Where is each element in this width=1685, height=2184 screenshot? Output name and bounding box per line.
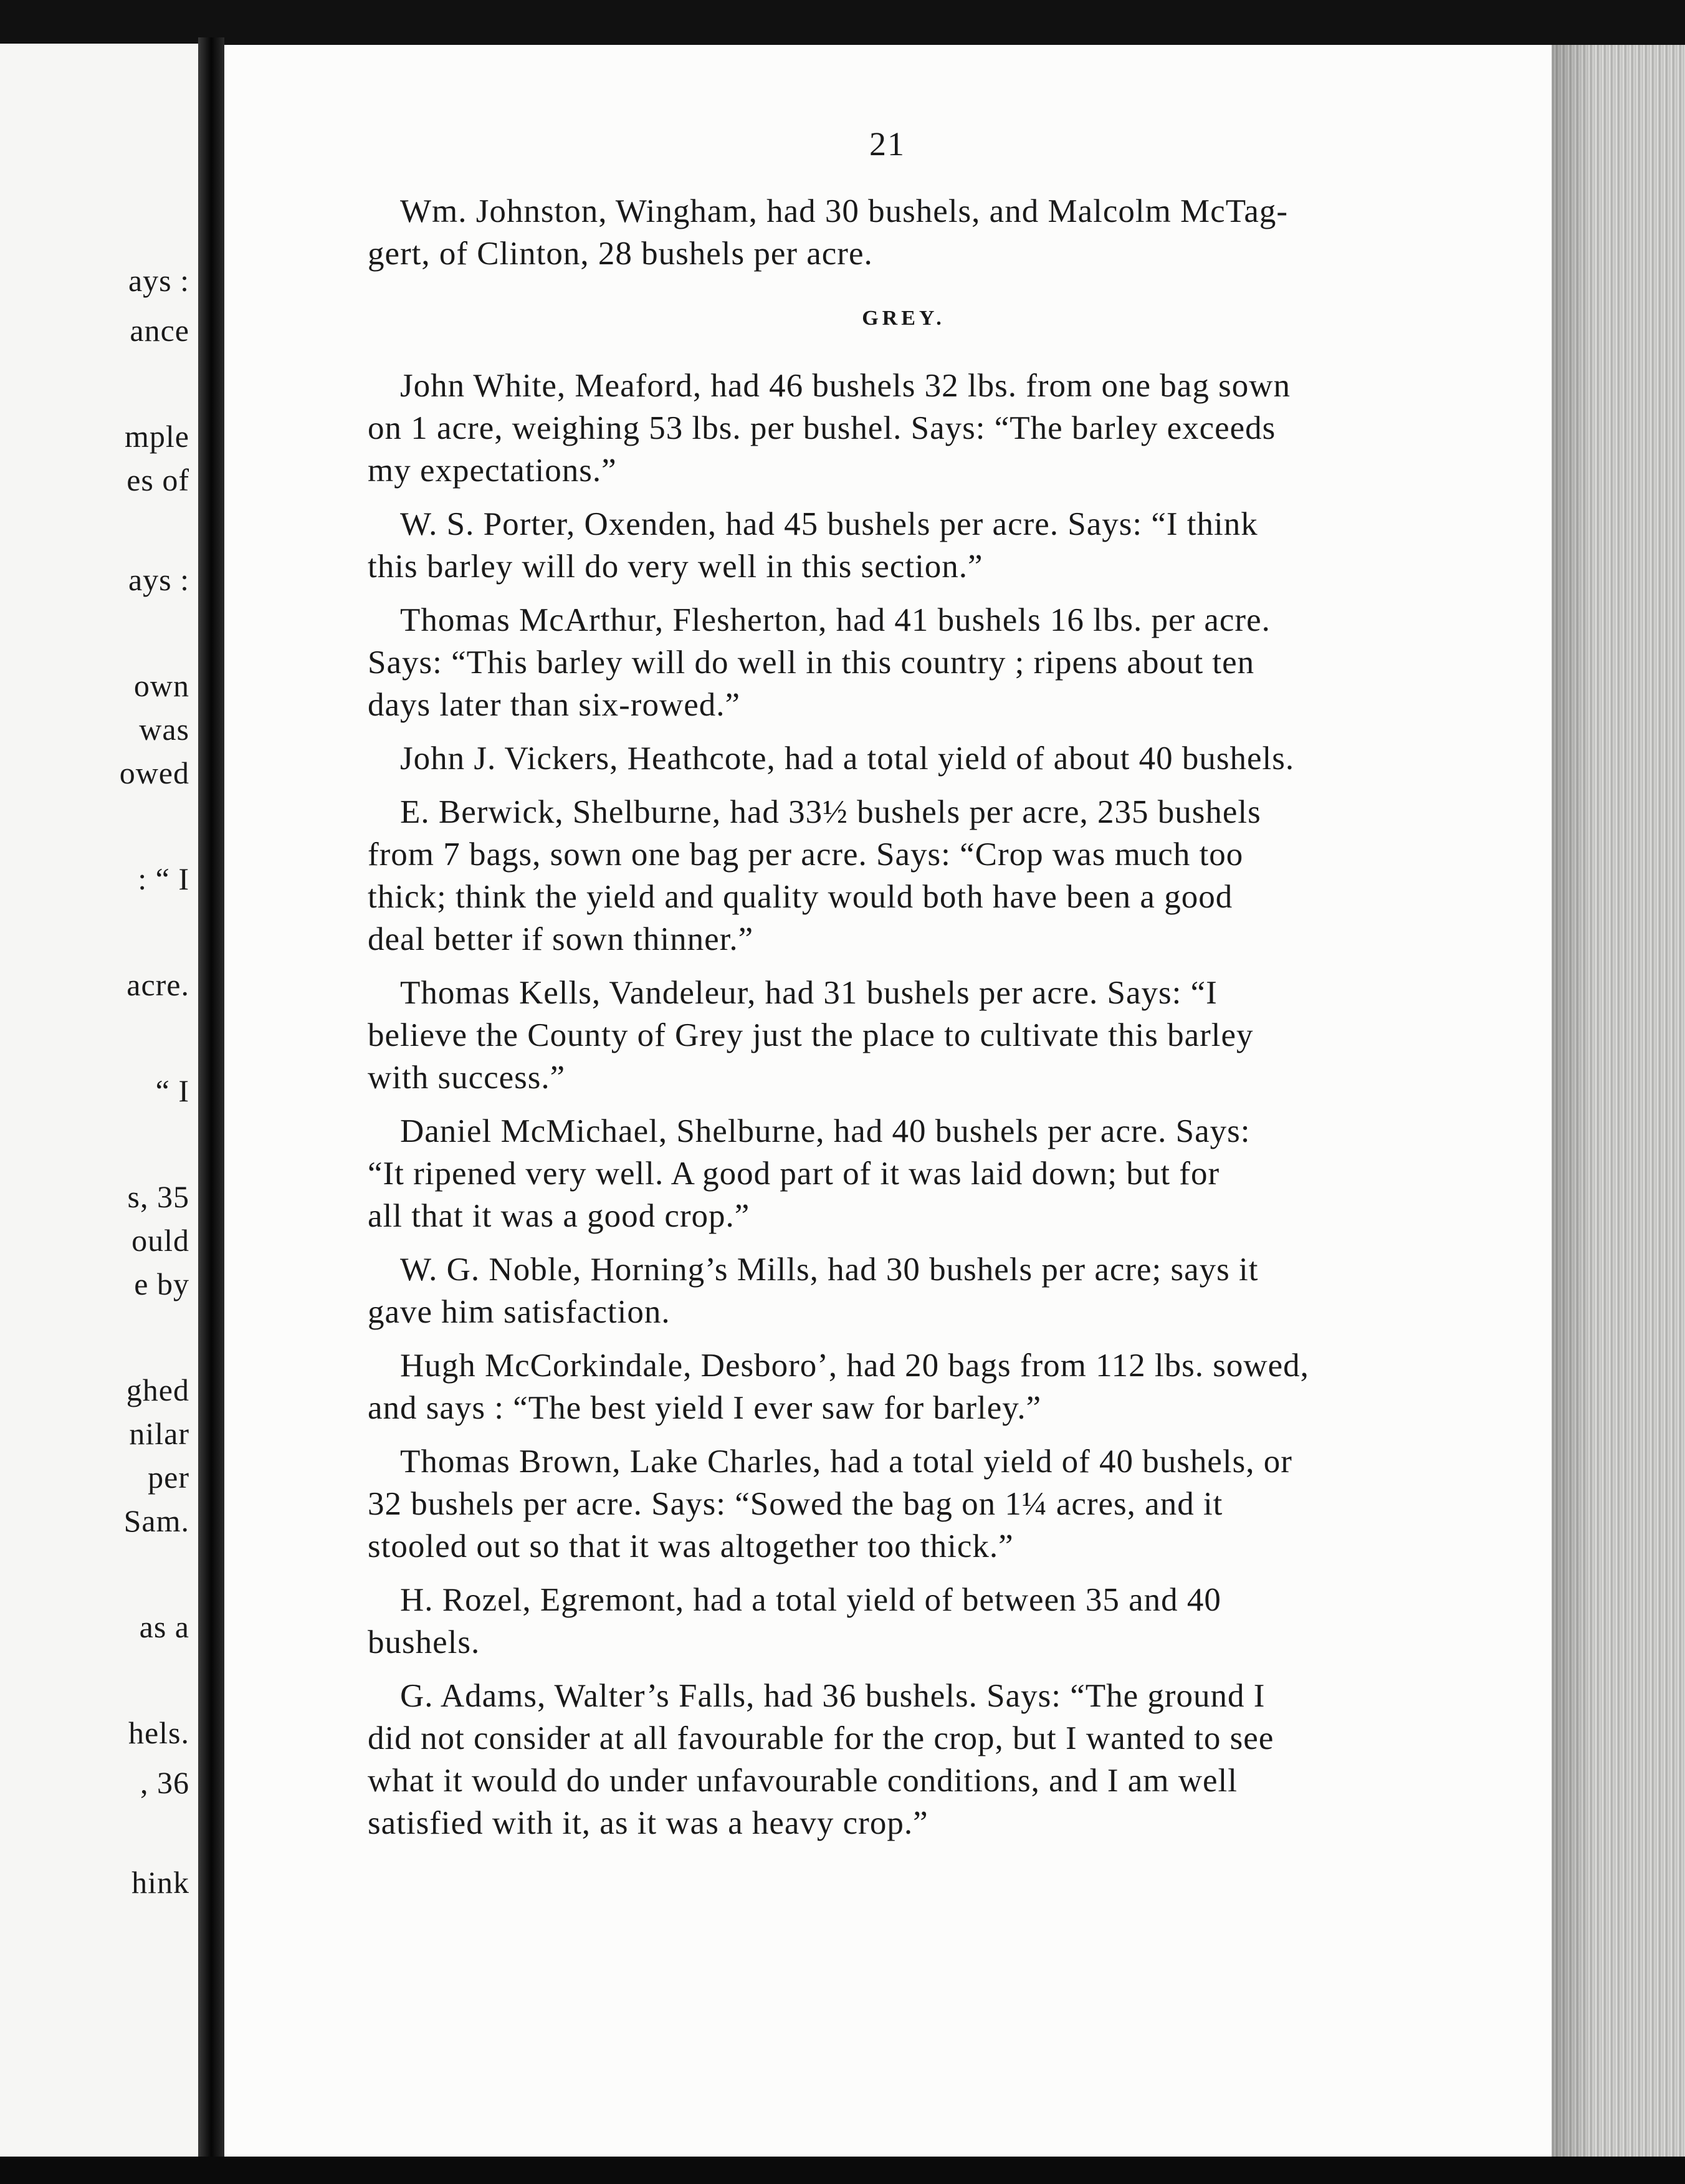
page-body <box>368 190 1439 1856</box>
left-page-text-fragment: mple <box>125 419 189 454</box>
text-line: gave him satisfaction. <box>368 1294 671 1330</box>
left-page-text-fragment: ays : <box>128 562 189 597</box>
text-line: and says : “The best yield I ever saw for barley.” <box>368 1390 1042 1426</box>
left-page-text-fragment: es of <box>126 462 189 497</box>
book-gutter <box>198 37 224 2163</box>
text-line: Daniel McMichael, Shelburne, had 40 bushels per acre. Says: <box>400 1113 1251 1149</box>
entry-paragraph <box>368 972 1439 1099</box>
entry-paragraph <box>368 599 1439 726</box>
left-page-text-fragment: , 36 <box>140 1765 189 1800</box>
entry-paragraph <box>368 1344 1439 1429</box>
text-line: did not consider at all favourable for the crop, but I wanted to see <box>368 1720 1274 1756</box>
text-line: G. Adams, Walter’s Falls, had 36 bushels. Says: “The ground I <box>400 1678 1266 1714</box>
left-page-text-fragment: ays : <box>128 263 189 298</box>
left-page-text-fragment: per <box>148 1460 189 1495</box>
page-edge-shadow <box>1552 45 1595 2157</box>
text-line: W. S. Porter, Oxenden, had 45 bushels per acre. Says: “I think <box>400 506 1258 542</box>
left-page-text-fragment: owed <box>119 755 189 790</box>
intro-paragraph <box>368 190 1439 275</box>
entry-paragraph <box>368 737 1439 780</box>
text-line: Thomas McArthur, Flesherton, had 41 bushels 16 lbs. per acre. <box>400 602 1271 638</box>
left-page-text-fragment: nilar <box>129 1416 189 1451</box>
left-page-text-fragment: acre. <box>126 967 189 1002</box>
entry-paragraph <box>368 365 1439 492</box>
page-number: 21 <box>869 125 905 163</box>
left-page-text-fragment: : “ I <box>138 861 189 896</box>
left-page-text-fragment: own <box>133 668 189 703</box>
left-page-text-fragment: s, 35 <box>127 1179 189 1214</box>
text-line: 32 bushels per acre. Says: “Sowed the bag on 1¼ acres, and it <box>368 1486 1223 1522</box>
text-line: Hugh McCorkindale, Desboro’, had 20 bags from 112 lbs. sowed, <box>400 1348 1309 1384</box>
text-line: H. Rozel, Egremont, had a total yield of between 35 and 40 <box>400 1582 1221 1618</box>
text-line: my expectations.” <box>368 453 617 489</box>
entry-paragraph <box>368 1579 1439 1664</box>
entry-paragraph <box>368 791 1439 960</box>
text-line: stooled out so that it was altogether too thick.” <box>368 1528 1014 1564</box>
text-line: with success.” <box>368 1060 566 1096</box>
text-line: John White, Meaford, had 46 bushels 32 lbs. from one bag sown <box>400 368 1291 404</box>
left-page-text-fragment: “ I <box>155 1073 189 1108</box>
entry-paragraph <box>368 1675 1439 1844</box>
section-heading: GREY. <box>862 307 945 330</box>
text-line: Thomas Kells, Vandeleur, had 31 bushels per acre. Says: “I <box>400 975 1218 1011</box>
scan-border-bottom <box>0 2157 1685 2184</box>
entry-paragraph <box>368 1440 1439 1568</box>
text-line: bushels. <box>368 1624 480 1660</box>
entry-paragraph <box>368 1110 1439 1237</box>
text-line: “It ripened very well. A good part of it was laid down; but for <box>368 1156 1220 1192</box>
left-facing-page <box>0 44 198 2157</box>
left-page-text-fragment: as a <box>139 1609 189 1644</box>
left-page-text-fragment: hink <box>131 1865 189 1900</box>
text-line: Says: “This barley will do well in this country ; ripens about ten <box>368 644 1255 681</box>
left-page-text-fragment: ghed <box>126 1372 189 1407</box>
left-page-text-fragment: was <box>139 712 189 747</box>
text-line: Wm. Johnston, Wingham, had 30 bushels, and Malcolm McTag- <box>400 193 1289 229</box>
left-page-text-fragment: Sam. <box>123 1503 189 1538</box>
text-line: satisfied with it, as it was a heavy crop.” <box>368 1805 928 1841</box>
text-line: deal better if sown thinner.” <box>368 921 754 957</box>
entry-paragraph <box>368 503 1439 588</box>
text-line: all that it was a good crop.” <box>368 1198 750 1234</box>
entries-list <box>368 365 1439 1844</box>
entry-paragraph <box>368 1248 1439 1333</box>
left-page-text-fragment: ance <box>130 313 189 348</box>
text-line: John J. Vickers, Heathcote, had a total yield of about 40 bushels. <box>400 740 1295 777</box>
text-line: W. G. Noble, Horning’s Mills, had 30 bushels per acre; says it <box>400 1252 1259 1288</box>
text-line: what it would do under unfavourable conditions, and I am well <box>368 1763 1238 1799</box>
text-line: thick; think the yield and quality would both have been a good <box>368 879 1233 915</box>
left-page-text-fragment: hels. <box>128 1715 189 1750</box>
text-line: days later than six-rowed.” <box>368 687 741 723</box>
left-page-text-fragment: e by <box>134 1267 189 1301</box>
text-line: believe the County of Grey just the place to cultivate this barley <box>368 1017 1254 1053</box>
text-line: gert, of Clinton, 28 bushels per acre. <box>368 236 873 272</box>
text-line: this barley will do very well in this section.” <box>368 548 983 585</box>
text-line: from 7 bags, sown one bag per acre. Says: “Crop was much too <box>368 836 1244 873</box>
text-line: on 1 acre, weighing 53 lbs. per bushel. Says: “The barley exceeds <box>368 410 1276 446</box>
text-line: E. Berwick, Shelburne, had 33½ bushels per acre, 235 bushels <box>400 794 1261 830</box>
left-page-text-fragment: ould <box>131 1223 189 1258</box>
text-line: Thomas Brown, Lake Charles, had a total yield of 40 bushels, or <box>400 1444 1292 1480</box>
